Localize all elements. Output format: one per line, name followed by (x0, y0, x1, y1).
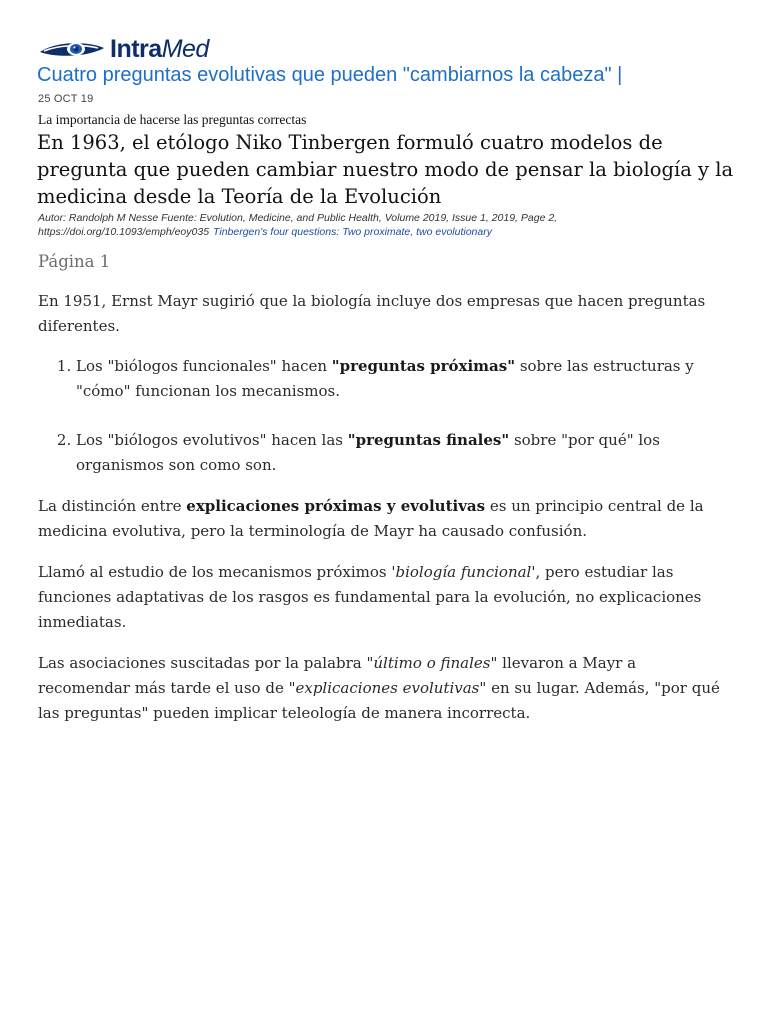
logo-wordmark (110, 36, 209, 62)
terminology-paragraph (38, 651, 732, 726)
list-item (76, 428, 732, 478)
paragraph-emphasis: explicaciones próximas y evolutivas (186, 497, 486, 515)
paragraph-text: , pero estudiar las funciones adaptativas de los rasgos es fundamental para la evolución, no explicaciones inmediatas. (38, 563, 702, 631)
publish-date: 25 OCT 19 (38, 93, 94, 105)
source-reference-link[interactable]: Tinbergen's four questions: Two proximate, two evolutionary (213, 226, 492, 238)
paragraph-text: en su lugar. Además, "por qué las preguntas" pueden implicar teleología de manera incorrecta. (38, 679, 720, 722)
article-summary: En 1963, el etólogo Niko Tinbergen formuló cuatro modelos de pregunta que pueden cambiar nuestro modo de pensar la biología y la medicina desde la Teoría de la Evolución (37, 131, 734, 208)
question-list (38, 354, 732, 478)
paragraph-italic: 'biología funcional' (391, 563, 536, 581)
paragraph-text: Llamó al estudio de los mecanismos próximos (38, 563, 392, 581)
intramed-logo[interactable] (38, 36, 209, 62)
logo-bold: Intra (110, 35, 162, 63)
paragraph-text: La distinción entre (38, 497, 187, 515)
source-credit (38, 211, 738, 239)
functional-biology-paragraph (38, 560, 732, 635)
list-item-text: Los "biólogos funcionales" hacen (76, 357, 332, 375)
article-title-link[interactable]: Cuatro preguntas evolutivas que pueden "cambiarnos la cabeza" | (37, 64, 623, 86)
list-item (76, 354, 732, 404)
list-item-emphasis: "preguntas próximas" (331, 357, 516, 375)
paragraph-italic: "explicaciones evolutivas" (288, 679, 487, 697)
paragraph-text: Las asociaciones suscitadas por la palabra (38, 654, 367, 672)
logo-italic: Med (161, 35, 209, 63)
article-kicker: La importancia de hacerse las preguntas correctas (38, 112, 307, 127)
eye-logo-icon (38, 38, 106, 60)
list-item-emphasis: "preguntas finales" (347, 431, 510, 449)
paragraph-italic: "último o finales" (366, 654, 498, 672)
paragraph-text: es un principio central de la medicina evolutiva, pero la terminología de Mayr ha causado confusión. (38, 497, 704, 540)
article-body (38, 289, 732, 726)
list-item-text: Los "biólogos evolutivos" hacen las (76, 431, 348, 449)
page-label: Página 1 (38, 252, 111, 271)
paragraph-text: llevaron a Mayr a recomendar más tarde el uso de (38, 654, 637, 697)
list-item-text: sobre las estructuras y "cómo" funcionan los mecanismos. (76, 357, 694, 400)
list-item-text: sobre "por qué" los organismos son como son. (76, 431, 660, 474)
intro-paragraph: En 1951, Ernst Mayr sugirió que la biología incluye dos empresas que hacen preguntas diferentes. (38, 292, 706, 335)
distinction-paragraph (38, 494, 732, 544)
source-text: Autor: Randolph M Nesse Fuente: Evolution, Medicine, and Public Health, Volume 2019, Issue 1, 2019, Page 2, https://doi.org/10.1093/emph/eoy035 (38, 212, 558, 238)
